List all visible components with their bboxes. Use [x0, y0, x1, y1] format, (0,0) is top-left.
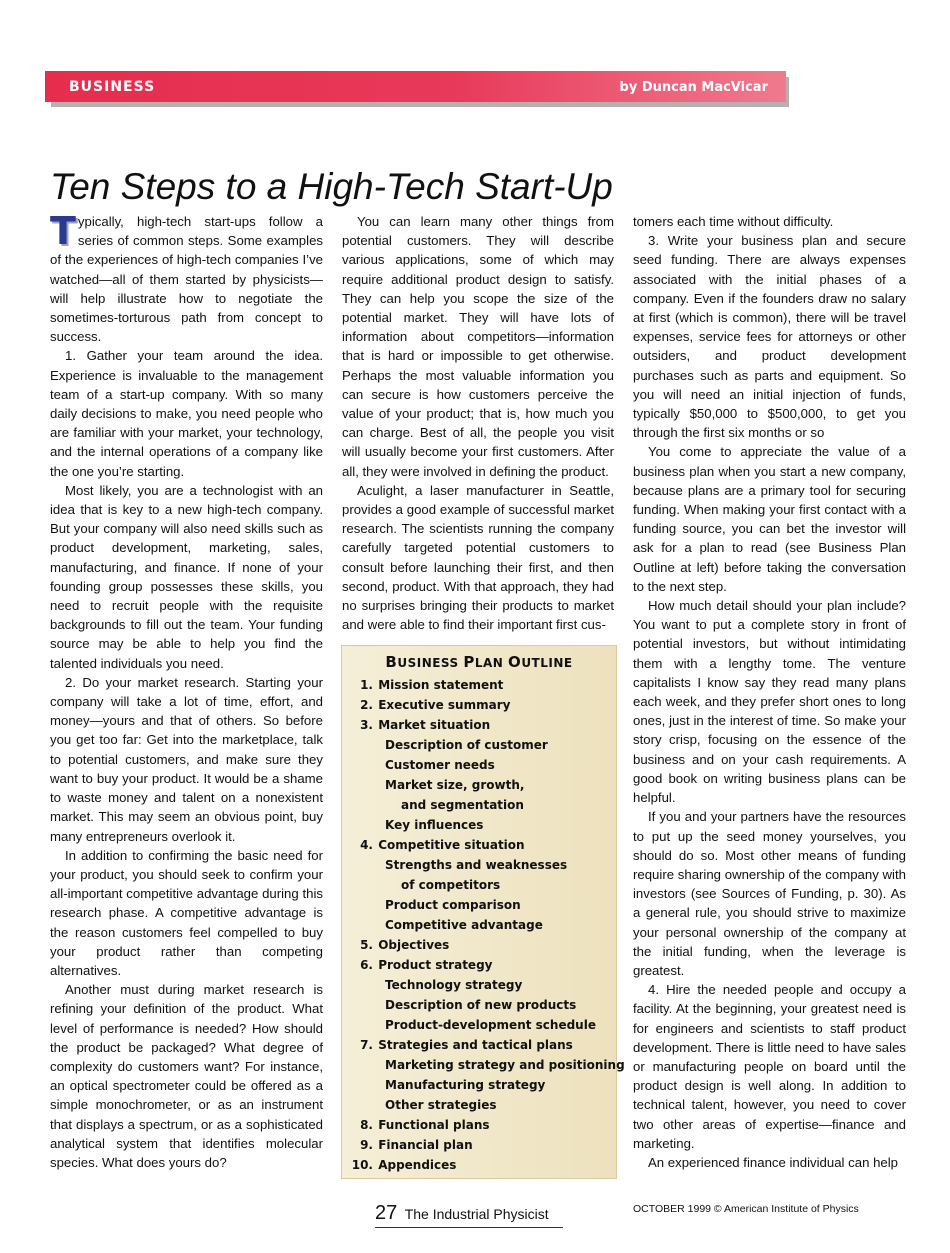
outline-item: 8. Functional plans: [360, 1118, 490, 1132]
outline-subitem: Competitive advantage: [385, 918, 543, 932]
footer-date-copyright: OCTOBER 1999 © American Institute of Physics: [633, 1203, 859, 1215]
paragraph: You come to appreciate the value of a business plan when you start a new company, because plans are a primary tool for securing funding. When making your first contact with a funding source, you can bet the investor will ask for a plan to read (see Business Plan Outline at left) before taking the conversation to the next step.: [633, 444, 906, 594]
outline-subitem: Description of customer: [385, 738, 548, 752]
outline-subitem: Product comparison: [385, 898, 521, 912]
outline-subitem: of competitors: [401, 878, 501, 892]
outline-item: 2. Executive summary: [360, 698, 511, 712]
section-banner: [45, 71, 786, 102]
paragraph: In addition to confirming the basic need for your product, you should seek to confirm your all-important competitive advantage during this research phase. A competitive advantage is the reason customers feel compelled to buy your product rather than competing alternatives.: [50, 847, 323, 978]
article-column-2: [342, 212, 614, 634]
paragraph: If you and your partners have the resources to put up the seed money yourselves, you should do so. Most other means of funding require sharing ownership of the company with investors (see Sources of Funding, p. 30). As a general rule, you should strive to maximize your personal ownership of the company at the initial funding, when the leverage is greatest.: [633, 809, 906, 978]
outline-item: 1. Mission statement: [360, 678, 504, 692]
outline-subitem: Key influences: [385, 818, 484, 832]
outline-subitem: Market size, growth,: [385, 778, 525, 792]
outline-item: 5. Objectives: [360, 938, 450, 952]
paragraph: 1. Gather your team around the idea. Experience is invaluable to the management team of a start-up company. With so many daily decisions to make, you need people who are familiar with your market, your technology, and the internal operations of a company like the one you’re starting.: [50, 348, 323, 479]
outline-item: 6. Product strategy: [360, 958, 493, 972]
outline-title: BUSINESS PLAN OUTLINE: [385, 653, 573, 671]
page-number: 27: [375, 1202, 398, 1224]
footer-page-info: [375, 1202, 563, 1228]
outline-subitem: Product-development schedule: [385, 1018, 596, 1032]
outline-subitem: and segmentation: [401, 798, 524, 812]
outline-subitem: Technology strategy: [385, 978, 523, 992]
paragraph: tomers each time without difficulty.: [633, 214, 834, 229]
outline-subitem: Customer needs: [385, 758, 495, 772]
paragraph: [50, 209, 323, 346]
paragraph: 2. Do your market research. Starting your company will take a lot of time, effort, and money—yours and that of others. So before you get too far: Get into the marketplace, talk to potential customers, and make sure they want to buy your product. It would be a shame to waste money and talent on a nonexistent market. This may seem an obvious point, buy many entrepreneurs overlook it.: [50, 674, 323, 844]
paragraph: 4. Hire the needed people and occupy a facility. At the beginning, your greatest need is for engineers and scientists to staff product development. There is little need to have sales or manufacturing people on board until the product design is well along. In addition to technical talent, however, you need to cover two other areas of expertise—finance and marketing.: [633, 982, 906, 1151]
outline-subitem: Marketing strategy and positioning: [385, 1058, 625, 1072]
outline-item: 7. Strategies and tactical plans: [360, 1038, 573, 1052]
paragraph: Most likely, you are a technologist with an idea that is key to a new high-tech company. But your company will also need skills such as product development, marketing, sales, manufacturing, and finance. If none of your founding group possesses these skills, you need to recruit people with the requisite backgrounds to fill out the team. Your funding source may be able to help you find the talented individuals you need.: [50, 482, 323, 671]
paragraph: You can learn many other things from potential customers. They will describe various applications, some of which may require additional product design to satisfy. They can help you scope the size of the potential market. They will have lots of information about competitors—information that is hard or impossible to get otherwise. Perhaps the most valuable information you can secure is how customers perceive the value of your product; that is, how much you can charge. Best of all, the people you visit will usually become your first customers. After all, they were involved in defining the product.: [342, 214, 614, 479]
paragraph-text: ypically, high-tech start-ups follow a series of common steps. Some examples of the experiences of high-tech companies I’ve watched—all of them started by physicists—will help illustrate how to negotiate the sometimes-torturous path from concept to success.: [50, 214, 323, 345]
article-title: Ten Steps to a High-Tech Start-Up: [50, 166, 613, 207]
outline-subitem: Manufacturing strategy: [385, 1078, 546, 1092]
paragraph: Aculight, a laser manufacturer in Seattle, provides a good example of successful market research. The scientists running the company carefully targeted potential customers to consult before launching their first, and then second, product. With that approach, they had no surprises bringing their products to market and were able to find their important first cus-: [342, 482, 614, 633]
article-column-1: [50, 209, 323, 1172]
outline-list: [342, 675, 625, 1175]
outline-item: 10. Appendices: [351, 1158, 457, 1172]
section-label: BUSINESS: [69, 79, 156, 95]
business-plan-outline-box: [341, 645, 625, 1179]
outline-item: 9. Financial plan: [360, 1138, 473, 1152]
outline-subitem: Strengths and weaknesses: [385, 858, 568, 872]
outline-item: 3. Market situation: [360, 718, 491, 732]
magazine-name: The Industrial Physicist: [404, 1206, 549, 1222]
paragraph: An experienced finance individual can help: [648, 1154, 899, 1170]
outline-item: 4. Competitive situation: [360, 838, 525, 852]
paragraph: 3. Write your business plan and secure seed funding. There are always expenses associated with the initial phases of a company. Even if the founders draw no salary at first (which is common), there will be travel expenses, service fees for attorneys or other outsiders, and product development purchases such as parts and equipment. So you will need an initial injection of funds, typically $50,000 to $500,000, to get you through the first six months or so: [633, 233, 906, 441]
author-byline: by Duncan MacVicar: [619, 80, 768, 95]
paragraph: How much detail should your plan include? You want to put a complete story in front of potential investors, but without intimidating them with a lengthy tome. The venture capitalists I know say they read many plans each week, and they prefer short ones to long ones, just in the interest of time. So make your story crisp, focusing on the essence of the business and on your cash requirements. A good book on writing business plans can be helpful.: [633, 598, 906, 806]
article-column-3: [633, 212, 906, 1172]
outline-subitem: Other strategies: [385, 1098, 497, 1112]
paragraph: Another must during market research is refining your definition of the product. What level of performance is needed? How should the product be packaged? What degree of complexity do customers want? For instance, an optical spectrometer could be offered as a simple monochrometer, or as an instrument that displays a spectrum, or as a sophisticated analytical system that identifies molecular species. What does yours do?: [50, 982, 323, 1170]
outline-subitem: Description of new products: [385, 998, 577, 1012]
drop-cap: T: [50, 209, 76, 253]
